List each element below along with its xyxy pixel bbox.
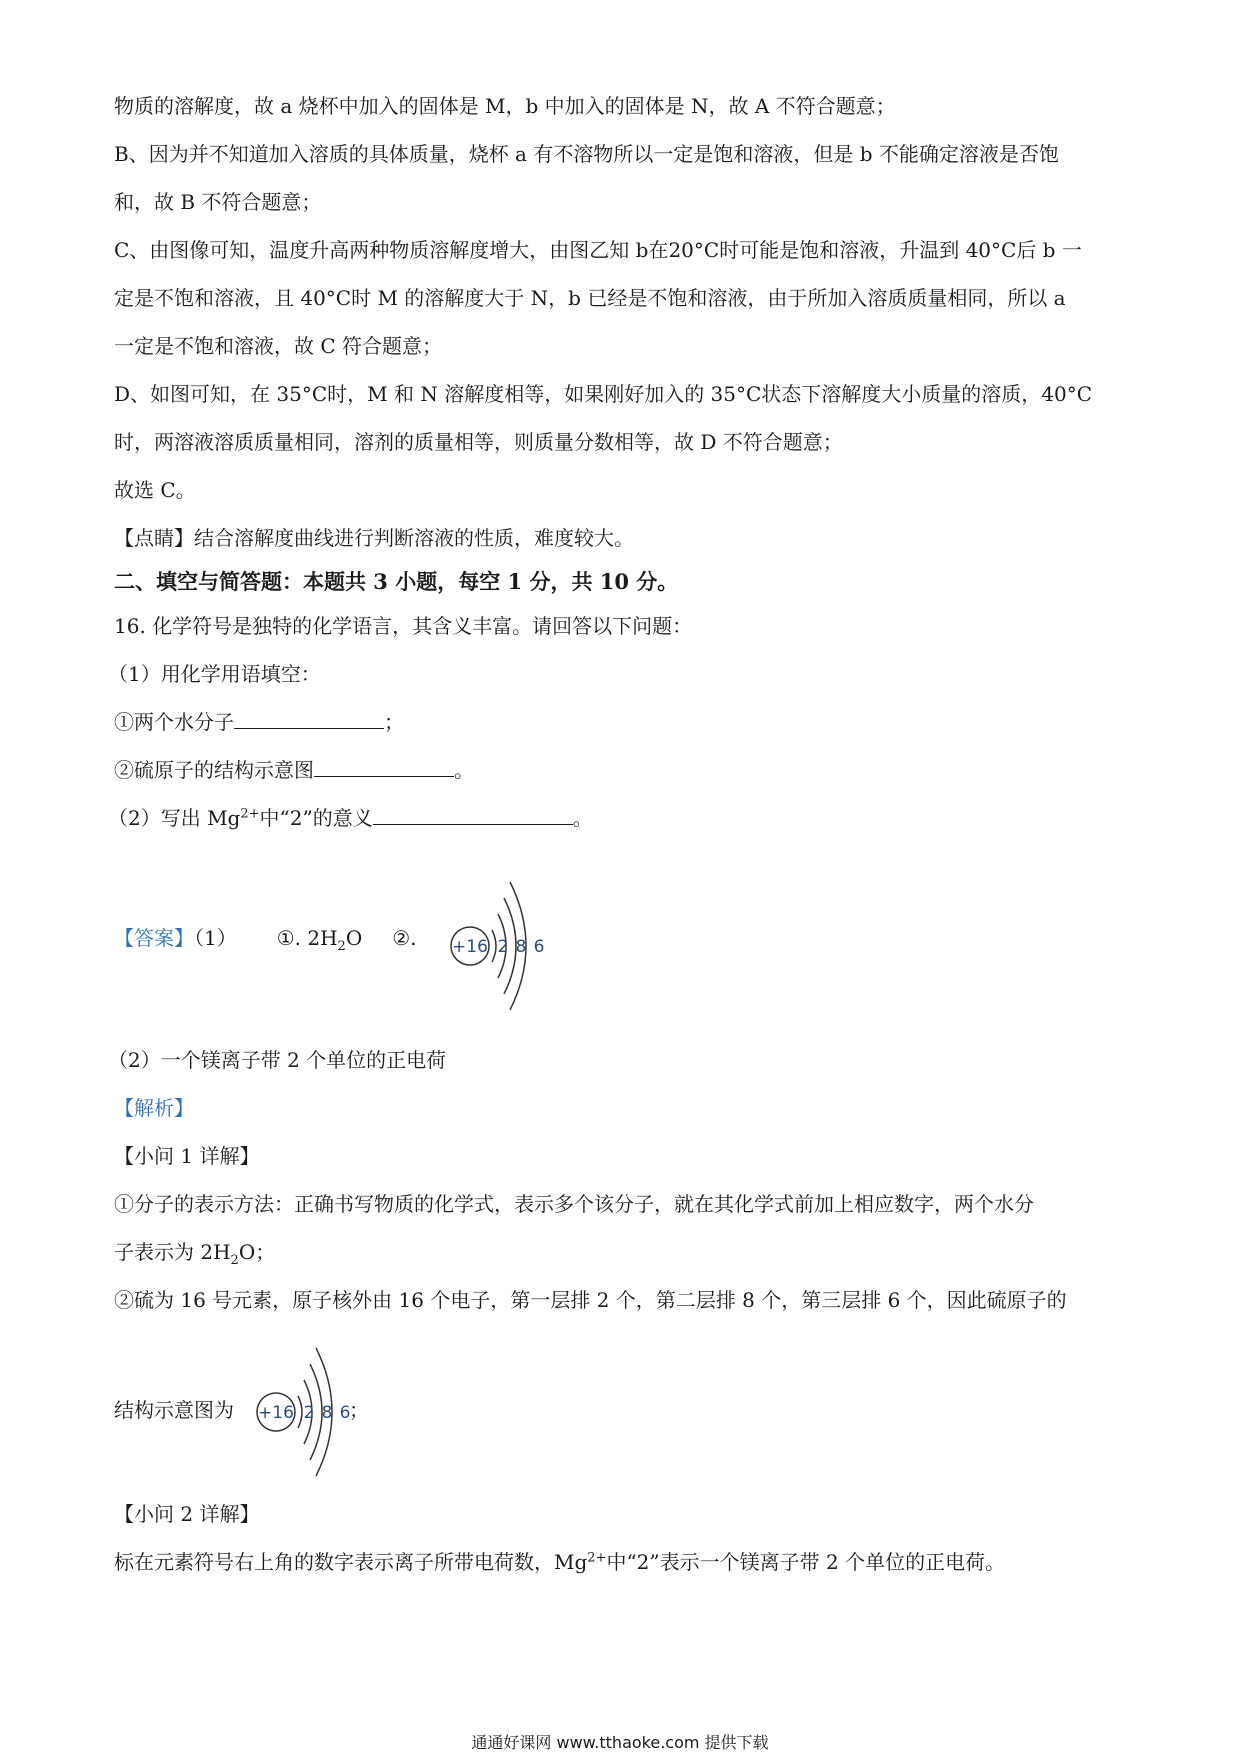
- item-end: 。: [454, 758, 474, 782]
- answer-part-2: （2）一个镁离子带 2 个单位的正电荷: [108, 1048, 447, 1072]
- shell-1-electrons: 2: [497, 937, 509, 957]
- item-label: ②硫原子的结构示意图: [114, 758, 314, 782]
- nucleus-label: +16: [452, 937, 488, 957]
- part-text: （2）写出 Mg: [108, 806, 241, 830]
- line-end: ；: [349, 1398, 369, 1422]
- text-line: 和，故 B 不符合题意；: [114, 190, 322, 214]
- question-16: 16. 化学符号是独特的化学语言，其含义丰富。请回答以下问题：: [114, 614, 693, 638]
- section-heading: 二、填空与简答题：本题共 3 小题，每空 1 分，共 10 分。: [114, 569, 679, 594]
- footer: 通通好课网 www.tthaoke.com 提供下载: [471, 1733, 769, 1752]
- answer-blank[interactable]: [373, 804, 573, 825]
- answer-tag: 【答案】: [114, 926, 194, 950]
- item-end: 。: [572, 806, 593, 830]
- text-line: 时，两溶液溶质质量相同，溶剂的质量相等，则质量分数相等，故 D 不符合题意；: [114, 430, 843, 454]
- text-line: 物质的溶解度，故 a 烧杯中加入的固体是 M，b 中加入的固体是 N，故 A 不符合题意；: [114, 94, 896, 118]
- text-line: 子表示为 $2H_2O$；: [114, 1240, 276, 1268]
- sub-question-1-heading: 【小问 1 详解】: [114, 1144, 260, 1168]
- question-item-2: [114, 756, 474, 784]
- question-item-1: [114, 708, 404, 736]
- item-end: ；: [384, 710, 404, 734]
- shell-3-electrons: 6: [533, 937, 545, 957]
- text-line: ②硫为 16 号元素，原子核外由 16 个电子，第一层排 2 个，第二层排 8 个，第三层排 6 个，因此硫原子的: [114, 1288, 1067, 1312]
- text-line: 一定是不饱和溶液，故 C 符合题意；: [114, 334, 443, 358]
- shell-2-electrons: 8: [515, 937, 527, 957]
- sub-question-2-heading: 【小问 2 详解】: [114, 1502, 260, 1526]
- text-line: 标在元素符号右上角的数字表示离子所带电荷数，$Mg^{2+}$中“2”表示一个镁离子带 2 个单位的正电荷。: [114, 1550, 1006, 1574]
- comment-text: 结合溶解度曲线进行判断溶液的性质，难度较大。: [194, 526, 634, 550]
- charge-superscript: 2+: [240, 806, 260, 822]
- shell-2-electrons: 8: [321, 1403, 333, 1423]
- answer-blank[interactable]: [234, 708, 384, 729]
- shell-3-electrons: 6: [339, 1403, 351, 1423]
- answer-part-1: （1）: [194, 926, 237, 950]
- sulfur-atom-diagram: [444, 868, 564, 1018]
- comment-tag: 【点睛】: [114, 526, 194, 550]
- answer-line: [114, 924, 417, 952]
- text-line: ①分子的表示方法：正确书写物质的化学式，表示多个该分子，就在其化学式前加上相应数字，两个水分: [114, 1192, 1034, 1216]
- item-label: ①两个水分子: [114, 710, 234, 734]
- question-part-2: [108, 804, 593, 832]
- text-line: 定是不饱和溶液，且 40°C时 M 的溶解度大于 N，b 已经是不饱和溶液，由于所加入溶质质量相同，所以 a: [114, 286, 1066, 310]
- question-part-1: （1）用化学用语填空：: [108, 662, 321, 686]
- shell-1-electrons: 2: [303, 1403, 315, 1423]
- answer-item-2: ②.: [392, 926, 417, 950]
- diagram-intro: 结构示意图为: [114, 1398, 234, 1422]
- sulfur-atom-diagram: [250, 1334, 370, 1484]
- electron-shell: [298, 1396, 302, 1428]
- nucleus-label: +16: [258, 1403, 294, 1423]
- answer-item-1: ①. $2H_2O$: [276, 926, 363, 954]
- answer-blank[interactable]: [314, 756, 454, 777]
- comment-line: [114, 524, 634, 552]
- analysis-tag: 【解析】: [114, 1096, 194, 1120]
- text-line: 故选 C。: [114, 478, 196, 502]
- text-line: D、如图可知，在 35°C时，M 和 N 溶解度相等，如果刚好加入的 35°C状态下溶解度大小质量的溶质，40°C: [114, 382, 1093, 406]
- text-line: B、因为并不知道加入溶质的具体质量，烧杯 a 有不溶物所以一定是饱和溶液，但是 b 不能确定溶液是否饱: [114, 142, 1059, 166]
- part-text: 中“2”的意义: [259, 806, 373, 830]
- text-line: C、由图像可知，温度升高两种物质溶解度增大，由图乙知 b在20°C时可能是饱和溶液，升温到 40°C后 b 一: [114, 238, 1082, 262]
- electron-shell: [492, 930, 496, 962]
